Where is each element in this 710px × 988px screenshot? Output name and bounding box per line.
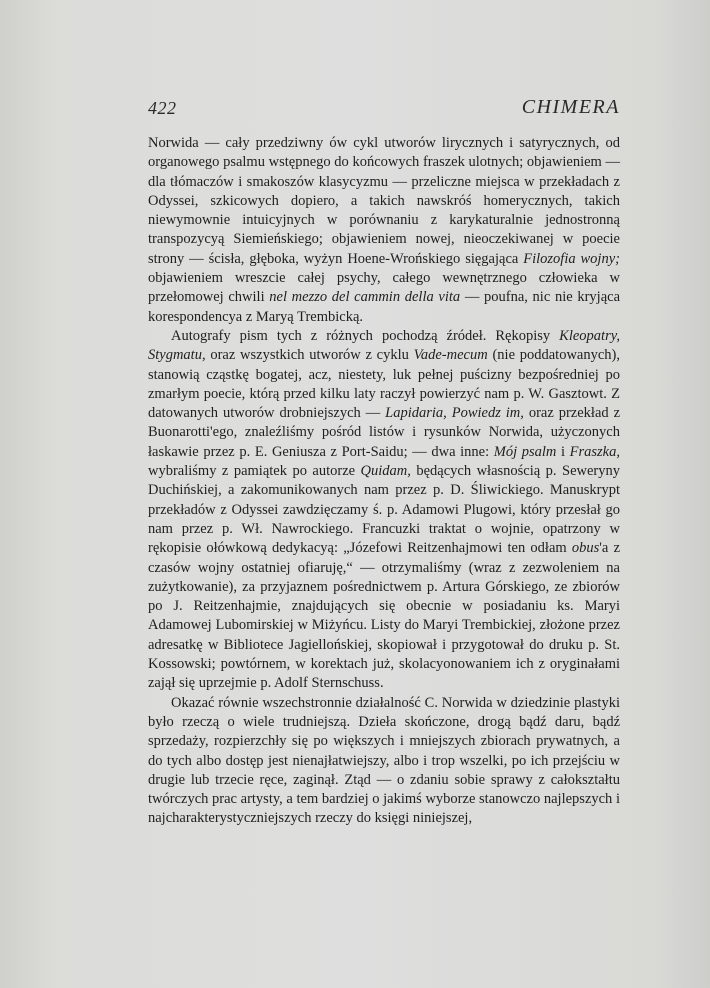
italic-text-run: Fraszka, <box>569 443 620 460</box>
text-run: objawieniem wreszcie całej psychy, całego wewnętrznego człowieka w przełomowej chwili <box>148 270 620 306</box>
text-run: 'a z czasów wojny ostatniej ofiaruję,“ — otrzymaliśmy (wraz z zezwoleniem na zużytkowanie), za przyjaznem pośrednictwem p. Artura Górskiego, ze zbiorów po J. Reitzenhajmie, znajdujących się obecnie w posiadaniu ks. Maryi Adamowej Lubomirskiej w Miżyńcu. Listy do Maryi Trembickiej, złożone przez adresatkę w Bibliotece Jagiellońskiej, skopiował i przygotował do druku p. St. Kossowski; powtórnem, w korektach już, skolacyonowaniem ich z oryginałami zajął się uprzejmie p. Adolf Sternschuss. <box>148 540 620 692</box>
italic-text-run: Lapidaria, Powiedz im, <box>385 405 524 422</box>
text-run: i <box>556 443 570 460</box>
paragraph <box>148 134 620 327</box>
paragraph <box>148 694 620 829</box>
italic-text-run: nel mezzo del cammin della vita <box>269 289 461 306</box>
text-run: oraz wszystkich utworów z cyklu <box>205 347 414 364</box>
italic-text-run: Kleopatry, Stygmatu, <box>148 327 620 364</box>
text-run: Okazać równie wszechstronnie działalność C. Norwida w dziedzinie plastyki było rzeczą o wiele trudniejszą. Dzieła skończone, drogą bądź daru, bądź sprzedaży, rozpierzchły się po większych i mniejszych zbiorach prywatnych, a do tych albo dostęp jest nienajłatwiejszy, albo i trop wszelki, po ich przejściu w drugie lub trzecie ręce, zaginął. Ztąd — o zdaniu sobie sprawy z całokształtu twórczych prac artysty, a tem bardziej o jakimś wyborze stanowczo najlepszych i najcharakterystyczniejszych rzeczy do księgi niniejszej, <box>148 694 620 827</box>
italic-text-run: Vade-mecum <box>413 347 488 364</box>
body-text <box>148 134 620 829</box>
italic-text-run: Quidam, <box>360 463 411 480</box>
page-header <box>148 96 620 120</box>
italic-text-run: Filozofia wojny; <box>523 250 620 267</box>
text-run: Norwida — cały przedziwny ów cykl utworów lirycznych i satyrycznych, od organowego psalmu wstępnego do końcowych fraszek ulotnych; objawieniem — dla tłómaczów i smakoszów klasycyzmu — przeliczne miejsca w przekładach z Odyssei, szkicowych dopiero, a takich nawskróś homerycznych, takich niewymownie intuicyjnych w porównaniu z karykaturalnie jednostronną transpozycyą Siemieńskiego; objawieniem nowej, nieoczekiwanej w poecie strony — ścisła, głęboka, wyżyn Hoene-Wrońskiego sięgająca <box>148 135 620 267</box>
text-run: — poufna, nic nie kryjąca korespondencya z Maryą Trembicką. <box>148 289 620 325</box>
text-run: (nie poddatowanych), stanowią cząstkę bogatej, acz, niestety, luk pełnej puścizny bezpośredniej po zmarłym poecie, którą przed kilku laty raczył powierzyć nam p. W. Gasztowt. Z datowanych utworów drobniejszych — <box>148 347 620 422</box>
paragraph <box>148 327 620 694</box>
text-run: oraz przekład z Buonarotti'ego, znaleźliśmy pośród listów i rysunków Norwida, użyczonych łaskawie przez p. E. Geniusza z Port-Saidu; — dwa inne: <box>148 405 620 460</box>
italic-text-run: Mój psalm <box>493 443 557 460</box>
page-number: 422 <box>148 98 177 118</box>
text-run: Autografy pism tych z różnych pochodzą źródeł. Rękopisy <box>171 327 560 344</box>
text-run: będących własnością p. Seweryny Duchińskiej, a zakomunikowanych nam przez p. D. Śliwickiego. Manuskrypt przekładów z Odyssei zawdzięczamy ś. p. Adamowi Plugowi, który przesłał go nam przez p. Wł. Nawrockiego. Francuzki traktat o wojnie, opatrzony w rękopisie ołówkową dedykacyą: „Józefowi Reitzenhajmowi ten odłam <box>148 463 620 557</box>
running-title: CHIMERA <box>521 96 620 118</box>
text-run: wybraliśmy z pamiątek po autorze <box>148 463 361 480</box>
italic-text-run: obus <box>571 540 600 557</box>
